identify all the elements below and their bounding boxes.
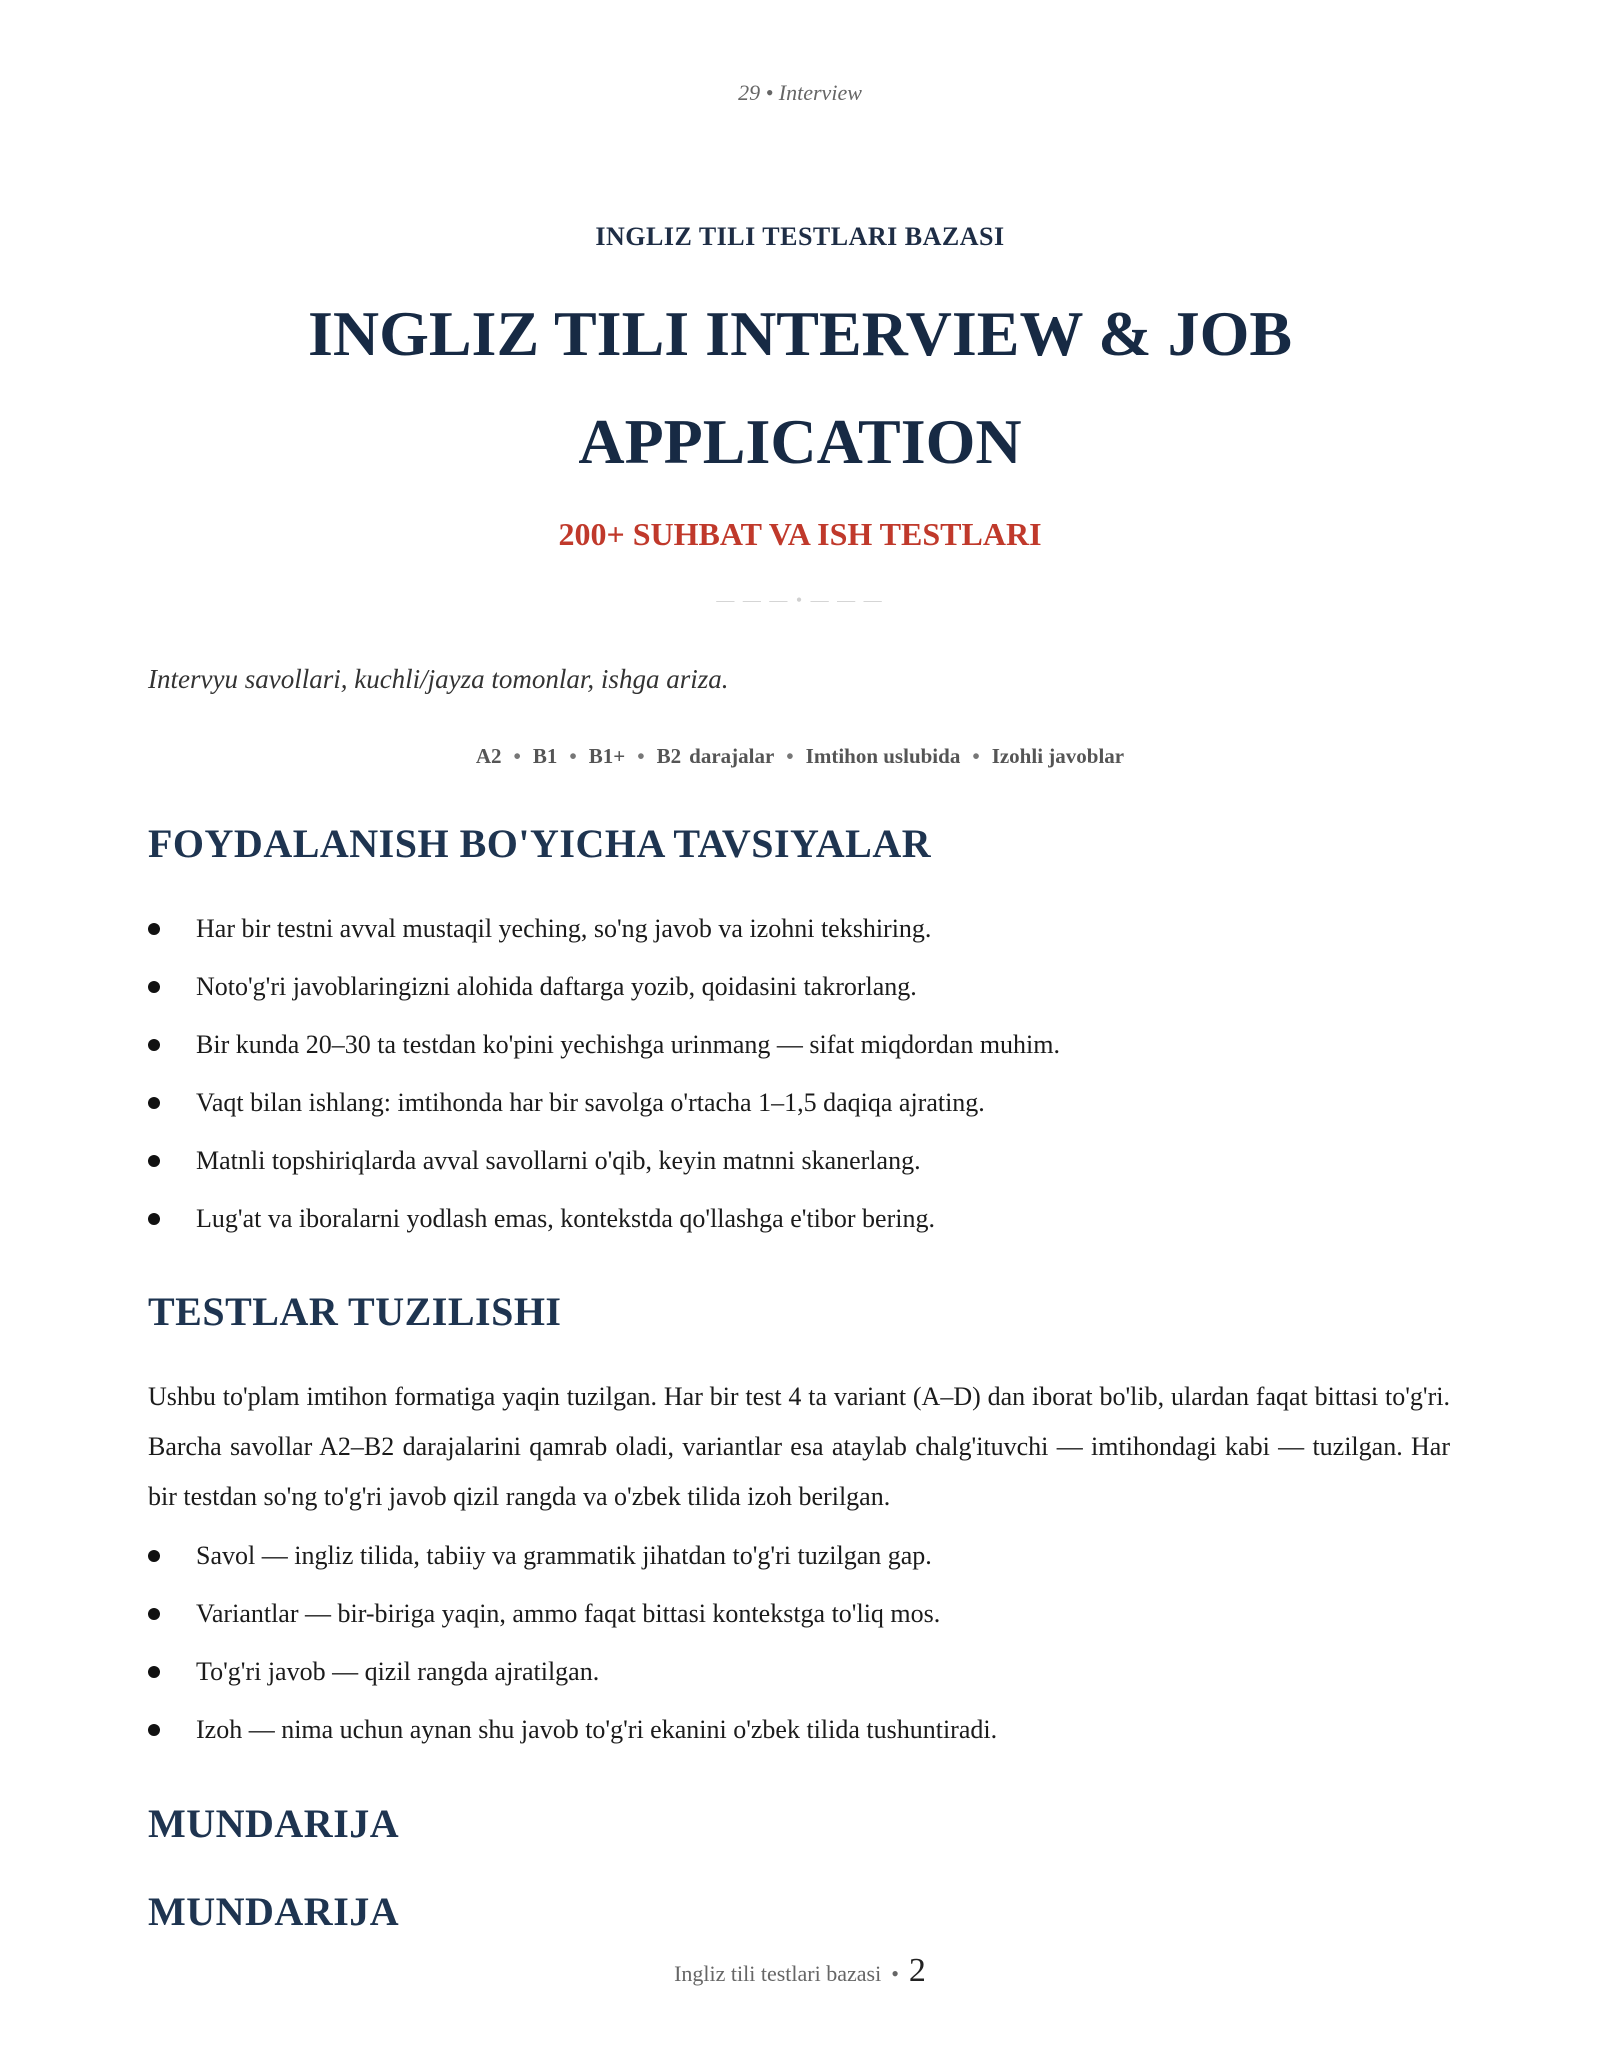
title-ornament: — — — • — — —	[716, 590, 884, 610]
levels-suffix: darajalar	[689, 744, 775, 768]
structure-paragraph: Ushbu to'plam imtihon formatiga yaqin tuzilgan. Har bir test 4 ta variant (A–D) dan iborat bo'lib, ulardan faqat bittasi to'g'ri. Barcha savollar A2–B2 darajalarini qamrab oladi, variantlar esa ataylab chalg'ituvchi — imtihondagi kabi — tuzilgan. Har bir testdan so'ng to'g'ri javob qizil rangda va o'zbek tilida izoh berilgan.	[148, 1382, 1450, 1511]
meta-separator: •	[569, 744, 577, 768]
footer-text: Ingliz tili testlari bazasi	[674, 1961, 882, 1986]
list-item: To'g'ri javob — qizil rangda ajratilgan.	[148, 1653, 1468, 1711]
bullet-icon	[148, 1666, 160, 1678]
toc-heading: MUNDARIJA	[148, 1801, 400, 1846]
bullet-icon	[148, 923, 160, 935]
level-a2: A2	[475, 744, 502, 768]
bullet-icon	[148, 1550, 160, 1562]
meta-separator: •	[786, 744, 794, 768]
series-kicker: INGLIZ TILI TESTLARI BAZASI	[595, 222, 1005, 251]
running-head: 29 • Interview	[738, 80, 862, 105]
page-number: 2	[908, 1952, 926, 1989]
structure-list	[148, 1537, 1468, 1769]
bullet-icon	[148, 1724, 160, 1736]
meta-separator: •	[637, 744, 645, 768]
tips-heading: FOYDALANISH BO'YICHA TAVSIYALAR	[148, 821, 932, 866]
tips-list	[148, 910, 1468, 1258]
structure-heading: TESTLAR TUZILISHI	[148, 1289, 562, 1334]
level-b1-plus: B1+	[588, 744, 626, 768]
meta-line	[0, 744, 1600, 769]
bullet-icon	[148, 1039, 160, 1051]
list-item: Har bir testni avval mustaqil yeching, so'ng javob va izohni tekshiring.	[148, 910, 1468, 968]
meta-separator: •	[972, 744, 980, 768]
list-item: Izoh — nima uchun aynan shu javob to'g'ri ekanini o'zbek tilida tushuntiradi.	[148, 1711, 1468, 1769]
list-item: Vaqt bilan ishlang: imtihonda har bir savolga o'rtacha 1–1,5 daqiqa ajrating.	[148, 1084, 1468, 1142]
list-item: Variantlar — bir-biriga yaqin, ammo faqat bittasi kontekstga to'liq mos.	[148, 1595, 1468, 1653]
level-b2: B2	[656, 744, 682, 768]
list-item: Noto'g'ri javoblaringizni alohida daftarga yozib, qoidasini takrorlang.	[148, 968, 1468, 1026]
bullet-icon	[148, 1155, 160, 1167]
document-title: INGLIZ TILI INTERVIEW & JOB APPLICATION	[307, 298, 1293, 477]
toc-heading-repeat: MUNDARIJA	[148, 1889, 400, 1934]
page-footer	[0, 1952, 1600, 1990]
bullet-icon	[148, 1213, 160, 1225]
list-item: Matnli topshiriqlarda avval savollarni o'qib, keyin matnni skanerlang.	[148, 1142, 1468, 1200]
list-item: Bir kunda 20–30 ta testdan ko'pini yechishga urinmang — sifat miqdordan muhim.	[148, 1026, 1468, 1084]
meta-separator: •	[513, 744, 521, 768]
level-b1: B1	[532, 744, 558, 768]
footer-separator: •	[891, 1961, 899, 1986]
bullet-icon	[148, 981, 160, 993]
meta-format: Imtihon uslubida	[805, 744, 961, 768]
meta-answers: Izohli javoblar	[991, 744, 1125, 768]
document-description: Intervyu savollari, kuchli/jayza tomonlar, ishga ariza.	[148, 664, 729, 694]
list-item: Lug'at va iboralarni yodlash emas, kontekstda qo'llashga e'tibor bering.	[148, 1200, 1468, 1258]
document-subtitle: 200+ SUHBAT VA ISH TESTLARI	[558, 516, 1042, 552]
bullet-icon	[148, 1097, 160, 1109]
bullet-icon	[148, 1608, 160, 1620]
list-item: Savol — ingliz tilida, tabiiy va grammatik jihatdan to'g'ri tuzilgan gap.	[148, 1537, 1468, 1595]
